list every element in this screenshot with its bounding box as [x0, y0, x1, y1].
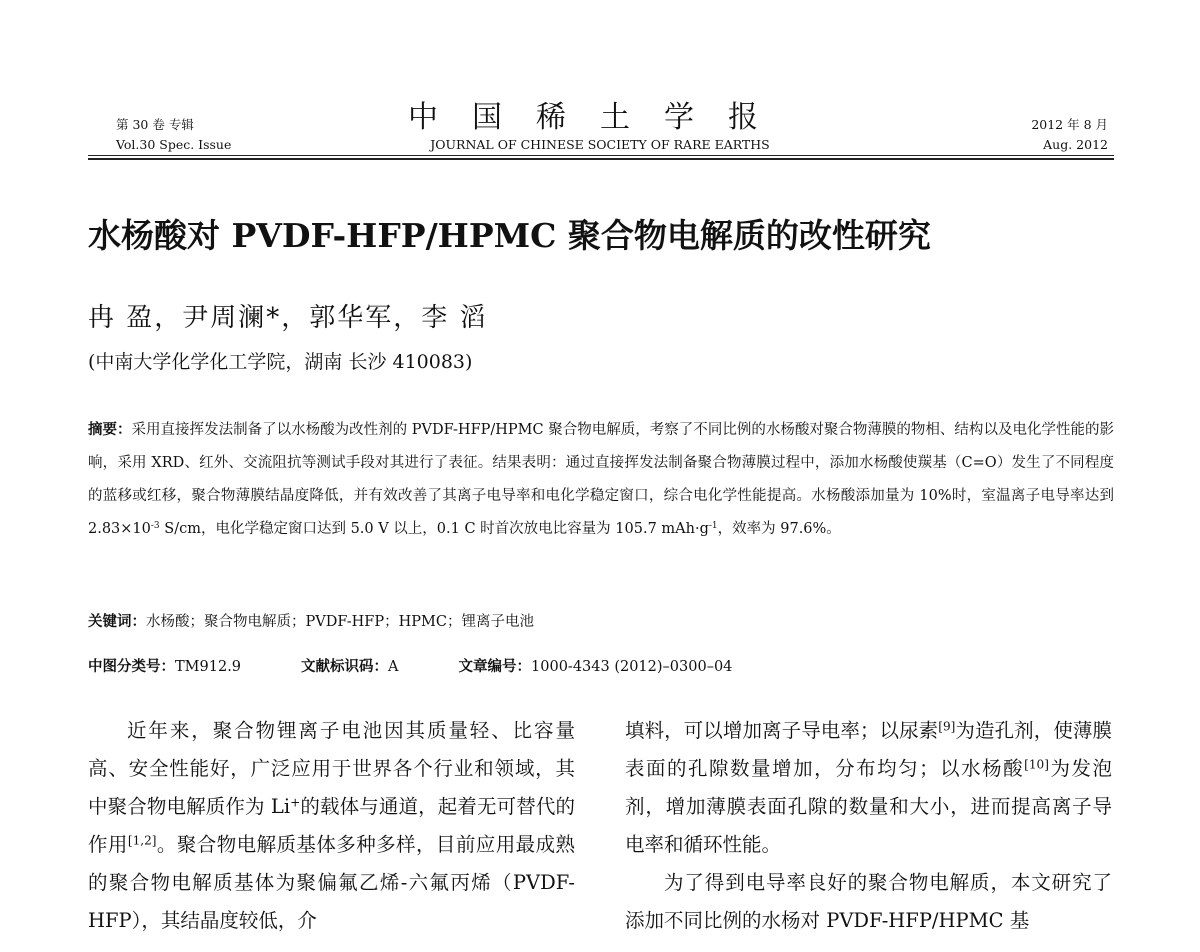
body-column-left	[88, 712, 575, 940]
affiliation: (中南大学化学化工学院，湖南 长沙 410083)	[88, 351, 473, 373]
body-column-right	[625, 712, 1112, 940]
doc-code-value: A	[388, 659, 399, 675]
authors: 冉 盈，尹周澜*，郭华军，李 滔	[88, 303, 488, 333]
journal-title-cn: 中国稀土学报	[408, 100, 792, 135]
volume-en: Vol.30 Spec. Issue	[116, 137, 232, 152]
body-text: 为造孔剂，使薄膜表面的孔隙数量增加，分布均匀；以水杨酸	[625, 719, 1112, 780]
body-text: 近年来，聚合物锂离子电池因其质量轻、比容量高、安全性能好，广泛应用于世界各个行业和领域，其中聚合物电解质作为 Li	[88, 719, 575, 818]
body-text: 的载体与通道，起着无可替代的作用	[88, 795, 575, 856]
issue-date-en: Aug. 2012	[1043, 137, 1108, 152]
volume-cn: 第 30 卷 专辑	[116, 117, 194, 132]
citation-ref: [1,2]	[127, 833, 157, 848]
citation-ref: [10]	[1024, 757, 1049, 772]
abstract-label: 摘要：	[88, 421, 132, 438]
abstract-exponent: -1	[708, 521, 718, 532]
superscript: +	[290, 795, 301, 810]
abstract	[88, 413, 1114, 546]
body-text: 填料，可以增加离子导电率；以尿素	[625, 719, 939, 742]
body-text: 为发泡剂，增加薄膜表面孔隙的数量和大小，进而提高离子导电率和循环性能。	[625, 757, 1112, 856]
classification-line	[88, 655, 732, 676]
abstract-text: S/cm，电化学稳定窗口达到 5.0 V 以上，0.1 C 时首次放电比容量为 105.7 mAh·g	[159, 521, 709, 537]
article-title: 水杨酸对 PVDF-HFP/HPMC 聚合物电解质的改性研究	[88, 216, 931, 255]
header-rule-thick	[88, 158, 1114, 160]
issue-date-cn: 2012 年 8 月	[1031, 117, 1108, 132]
abstract-text: ，效率为 97.6%。	[717, 521, 841, 537]
doc-code-label: 文献标识码：	[301, 658, 389, 675]
body-text: 。聚合物电解质基体多种多样，目前应用最成熟的聚合物电解质基体为聚偏氟乙烯-六氟丙烯（PVDF-HFP），其结晶度较低，介	[88, 833, 575, 932]
body-paragraph	[88, 712, 575, 940]
body-paragraph: 为了得到电导率良好的聚合物电解质，本文研究了添加不同比例的水杨对 PVDF-HFP/HPMC 基	[625, 871, 1112, 932]
article-number-label: 文章编号：	[458, 658, 532, 675]
body-paragraph	[625, 712, 1112, 864]
clc-label: 中图分类号：	[88, 658, 175, 675]
citation-ref: [9]	[938, 719, 956, 734]
keywords	[88, 610, 534, 631]
keywords-text: 水杨酸；聚合物电解质；PVDF-HFP；HPMC；锂离子电池	[146, 614, 534, 630]
keywords-label: 关键词：	[88, 613, 146, 630]
abstract-text: 采用直接挥发法制备了以水杨酸为改性剂的 PVDF-HFP/HPMC 聚合物电解质，考察了不同比例的水杨酸对聚合物薄膜的物相、结构以及电化学性能的影响，采用 XRD、红外、交流阻抗等测试手段对其进行了表征。结果表明：通过直接挥发法制备聚合物薄膜过程中，添加水杨酸使羰基（C=O）发生了不同程度的蓝移或红移，聚合物薄膜结晶度降低，并有效改善了其离子电导率和电化学稳定窗口，综合电化学性能提高。水杨酸添加量为 10%时，室温离子电导率达到 2.83×10	[88, 422, 1114, 537]
clc-value: TM912.9	[175, 659, 242, 675]
header-rule-thin	[88, 155, 1114, 156]
journal-title-en: JOURNAL OF CHINESE SOCIETY OF RARE EARTHS	[430, 137, 770, 152]
article-number-value: 1000-4343 (2012)–0300–04	[531, 659, 733, 675]
abstract-exponent: -3	[150, 521, 160, 532]
